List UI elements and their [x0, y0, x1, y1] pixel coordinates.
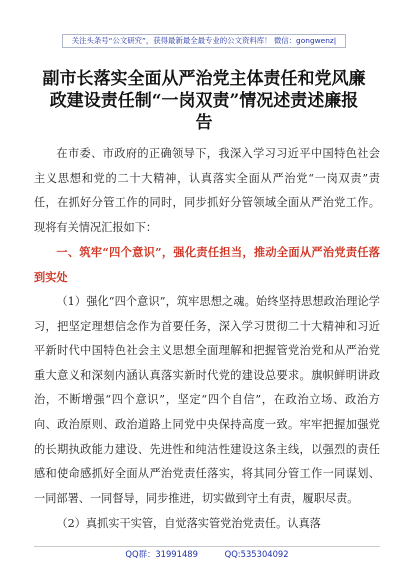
promo-banner: 关注头条号“公文研究”，获得最新最全最专业的公文资料库！ 微信：gongwenz|: [62, 34, 346, 48]
footer: [34, 546, 380, 561]
footer-qq: QQ:535304092: [224, 549, 289, 559]
body-paragraph-1: （1）强化“四个意识”，筑牢思想之魂。始终坚持思想政治理论学习，把坚定理想信念作为首要任务，深入学习贯彻二十大精神和习近平新时代中国特色社会主义思想全面理解和把握管党治党和从严治党重大意义和深刻内涵认真落实新时代党的建设总要求。旗帜鲜明讲政治，不断增强“四个意识”，坚定“四个自信”，在政治立场、政治方向、政治原则、政治道路上同党中央保持高度一致。牢牢把握加强党的长期执政能力建设、先进性和纯洁性建设这条主线，以强烈的责任感和使命感抓好全面从严治党责任落实，将其同分管工作一同谋划、一同部署、一同督导，同步推进，切实做到守土有责，履职尽责。: [34, 295, 380, 505]
body-paragraph-2: （2）真抓实干实管，自觉落实管党治党责任。认真落: [56, 517, 321, 530]
intro-paragraph: 在市委、市政府的正确领导下，我深入学习习近平中国特色社会主义思想和党的二十大精神，认真落实全面从严治党“一岗双责”责任，在抓好分管工作的同时，同步抓好分管领域全面从严治党工作。现将有关情况汇报如下：: [34, 147, 380, 234]
section-heading: 一、筑牢“四个意识”，强化责任担当，推动全面从严治党责任落到实处: [34, 245, 380, 284]
document-title: 副市长落实全面从严治党主体责任和党风廉政建设责任制“一岗双责”情况述责述廉报告: [42, 69, 366, 133]
footer-qq-group: QQ群：31991489: [125, 549, 198, 559]
